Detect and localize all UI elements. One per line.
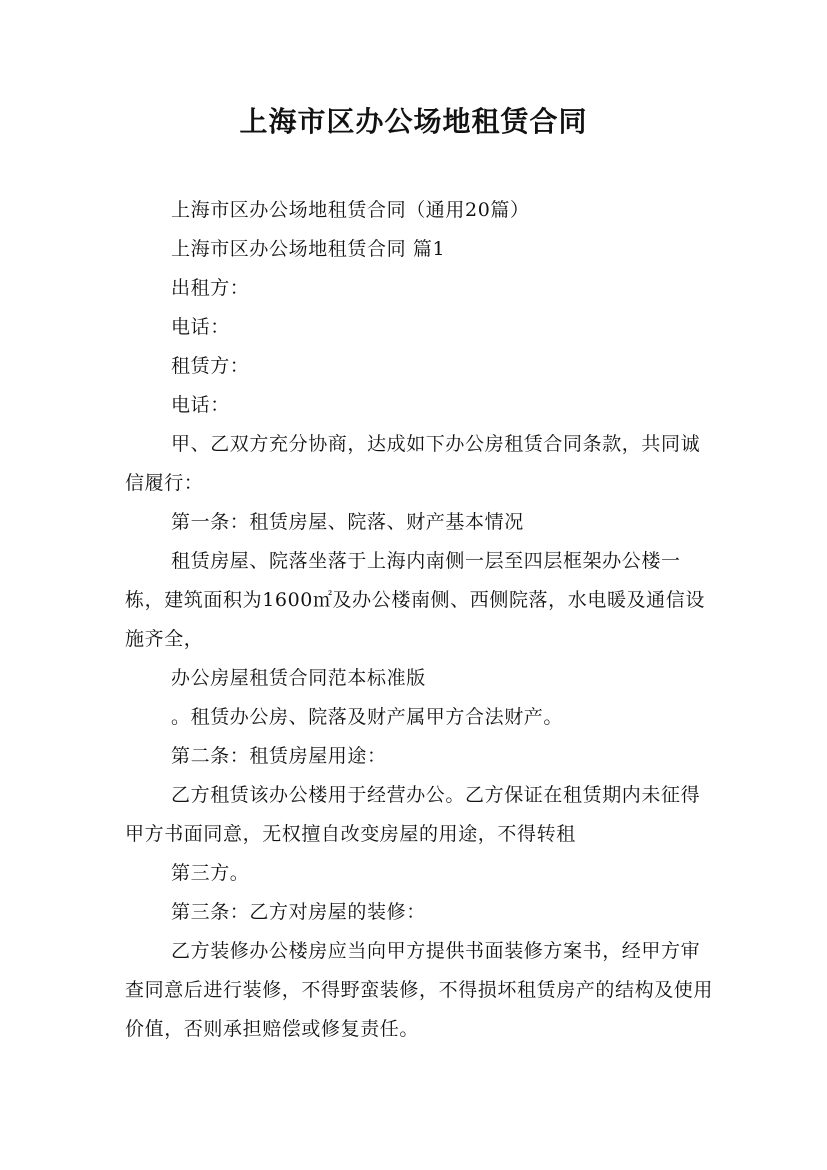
paragraph-lessee: 租赁方： [171,355,250,377]
paragraph-clause-3-body: 乙方装修办公楼房应当向甲方提供书面装修方案书，经甲方审查同意后进行装修，不得野蛮装修，不得损坏租赁房产的结构及使用价值，否则承担赔偿或修复责任。 [125,940,714,1040]
paragraph-clause-1-body: 租赁房屋、院落坐落于上海内南侧一层至四层框架办公楼一栋，建筑面积为1600㎡及办公楼南侧、西侧院落，水电暖及通信设施齐全， [125,550,705,650]
paragraph-lessee-phone: 电话： [171,394,230,416]
paragraph-clause-2-continuation: 第三方。 [171,862,250,884]
paragraph-clause-3-heading: 第三条：乙方对房屋的装修： [171,901,426,923]
paragraph-lessor-phone: 电话： [171,316,230,338]
paragraph-clause-2-heading: 第二条：租赁房屋用途： [171,745,387,767]
paragraph-property-ownership: 。租赁办公房、院落及财产属甲方合法财产。 [171,706,564,728]
document-body [125,191,715,1049]
paragraph-collection-title: 上海市区办公场地租赁合同（通用20篇） [171,199,530,221]
paragraph-template-note: 办公房屋租赁合同范本标准版 [171,667,426,689]
paragraph-clause-1-heading: 第一条：租赁房屋、院落、财产基本情况 [171,511,524,533]
paragraph-clause-2-body: 乙方租赁该办公楼用于经营办公。乙方保证在租赁期内未征得甲方书面同意，无权擅自改变房屋的用途，不得转租 [125,784,701,845]
document-title: 上海市区办公场地租赁合同 [239,105,588,138]
paragraph-article-heading: 上海市区办公场地租赁合同 篇1 [171,238,446,260]
paragraph-lessor: 出租方： [171,277,250,299]
paragraph-agreement-intro: 甲、乙双方充分协商，达成如下办公房租赁合同条款，共同诚信履行： [125,433,701,494]
